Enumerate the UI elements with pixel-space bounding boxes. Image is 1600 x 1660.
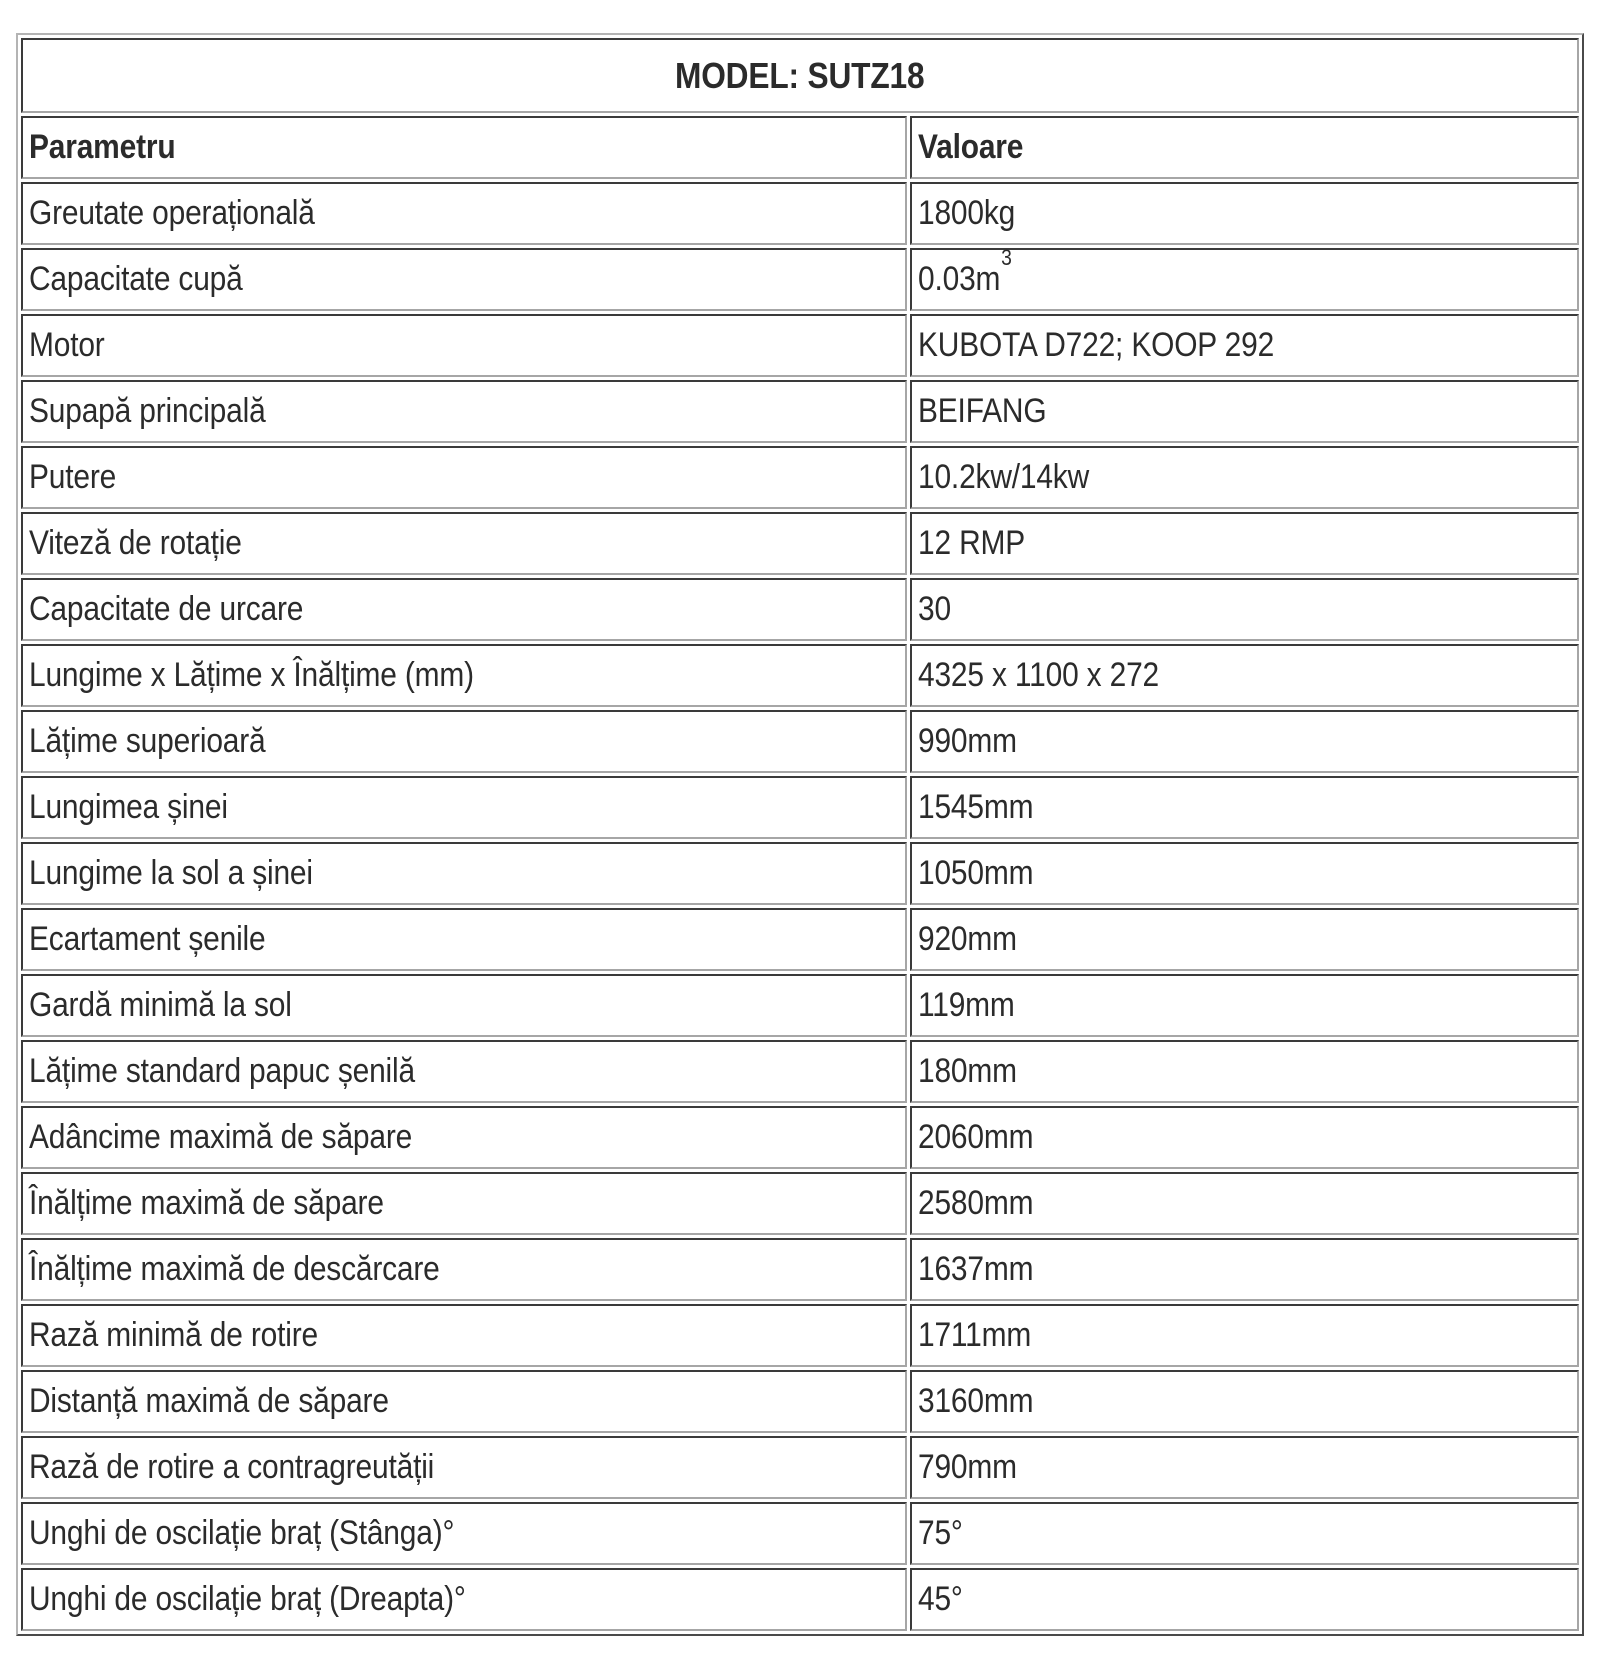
param-cell xyxy=(21,1370,907,1433)
value-cell xyxy=(910,1370,1579,1433)
param-cell xyxy=(21,1502,907,1565)
param-text: Lungimea șinei xyxy=(29,788,228,826)
header-row xyxy=(21,116,1579,179)
value-cell xyxy=(910,974,1579,1037)
param-cell xyxy=(21,248,907,311)
value-superscript: 3 xyxy=(1001,244,1013,270)
value-text: 180mm xyxy=(918,1052,1018,1090)
value-text: $0.03m^3$ xyxy=(918,244,1013,298)
value-cell xyxy=(910,446,1579,509)
param-text: Capacitate de urcare xyxy=(29,590,304,628)
value-cell xyxy=(910,1436,1579,1499)
value-cell xyxy=(910,710,1579,773)
value-cell xyxy=(910,244,1579,311)
param-cell xyxy=(21,842,907,905)
table-row xyxy=(21,512,1579,575)
value-text: 4325 x 1100 x 272 xyxy=(918,656,1160,694)
param-text: Adâncime maximă de săpare xyxy=(29,1118,413,1156)
param-text: Rază minimă de rotire xyxy=(29,1316,318,1354)
param-cell xyxy=(21,1040,907,1103)
value-text: BEIFANG xyxy=(918,392,1047,430)
param-text: Viteză de rotație xyxy=(29,524,242,562)
spec-table-body xyxy=(21,182,1579,1631)
param-cell xyxy=(21,182,907,245)
param-text: Putere xyxy=(29,458,117,496)
param-cell xyxy=(21,1106,907,1169)
value-cell xyxy=(910,1172,1579,1235)
value-cell xyxy=(910,578,1579,641)
value-text: 30 xyxy=(918,590,952,628)
value-text: 1711mm xyxy=(918,1316,1032,1354)
value-text: 10.2kw/14kw xyxy=(918,458,1090,496)
param-cell xyxy=(21,776,907,839)
table-row xyxy=(21,974,1579,1037)
value-text: 1800kg xyxy=(918,194,1016,232)
table-row xyxy=(21,578,1579,641)
table-row xyxy=(21,182,1579,245)
value-cell xyxy=(910,1040,1579,1103)
param-text: Motor xyxy=(29,326,105,364)
value-text: 3160mm xyxy=(918,1382,1034,1420)
column-header-parametru: Parametru xyxy=(21,116,907,179)
param-cell xyxy=(21,1304,907,1367)
column-header-valoare: Valoare xyxy=(910,116,1579,179)
table-title-text: MODEL: SUTZ18 xyxy=(675,55,925,96)
value-cell xyxy=(910,1106,1579,1169)
value-text: 12 RMP xyxy=(918,524,1026,562)
value-text: 2580mm xyxy=(918,1184,1034,1222)
table-row xyxy=(21,710,1579,773)
value-cell xyxy=(910,182,1579,245)
param-cell xyxy=(21,446,907,509)
param-cell xyxy=(21,512,907,575)
value-cell xyxy=(910,512,1579,575)
param-cell xyxy=(21,314,907,377)
param-text: Unghi de oscilație braț (Dreapta)° xyxy=(29,1580,466,1618)
table-row xyxy=(21,248,1579,311)
value-cell xyxy=(910,1568,1579,1631)
table-row xyxy=(21,314,1579,377)
param-text: Gardă minimă la sol xyxy=(29,986,292,1024)
table-row xyxy=(21,1436,1579,1499)
value-text: 2060mm xyxy=(918,1118,1034,1156)
value-cell xyxy=(910,380,1579,443)
table-row xyxy=(21,1304,1579,1367)
value-cell xyxy=(910,842,1579,905)
param-text: Lungime la sol a șinei xyxy=(29,854,313,892)
value-text: 1545mm xyxy=(918,788,1034,826)
spec-table xyxy=(16,33,1584,1636)
value-cell xyxy=(910,1502,1579,1565)
param-text: Capacitate cupă xyxy=(29,260,243,298)
param-cell xyxy=(21,1568,907,1631)
table-row xyxy=(21,644,1579,707)
param-text: Lățime standard papuc șenilă xyxy=(29,1052,415,1090)
table-row xyxy=(21,446,1579,509)
table-title xyxy=(21,38,1579,113)
param-text: Înălțime maximă de săpare xyxy=(29,1184,384,1222)
table-row xyxy=(21,1040,1579,1103)
table-row xyxy=(21,1568,1579,1631)
table-row xyxy=(21,1172,1579,1235)
table-row xyxy=(21,842,1579,905)
value-text: 45° xyxy=(918,1580,964,1618)
table-row xyxy=(21,908,1579,971)
table-row xyxy=(21,1238,1579,1301)
param-text: Supapă principală xyxy=(29,392,266,430)
param-cell xyxy=(21,710,907,773)
param-text: Rază de rotire a contragreutății xyxy=(29,1448,435,1486)
value-text: KUBOTA D722; KOOP 292 xyxy=(918,326,1275,364)
param-cell xyxy=(21,1436,907,1499)
table-row xyxy=(21,1370,1579,1433)
param-text: Lungime x Lățime x Înălțime (mm) xyxy=(29,656,474,694)
param-cell xyxy=(21,578,907,641)
param-cell xyxy=(21,1172,907,1235)
param-text: Ecartament șenile xyxy=(29,920,266,958)
value-cell xyxy=(910,314,1579,377)
title-row xyxy=(21,38,1579,113)
table-row xyxy=(21,380,1579,443)
table-row xyxy=(21,1106,1579,1169)
value-text: 1637mm xyxy=(918,1250,1034,1288)
param-cell xyxy=(21,644,907,707)
param-text: Greutate operațională xyxy=(29,194,315,232)
value-text: 1050mm xyxy=(918,854,1034,892)
value-cell xyxy=(910,776,1579,839)
value-text: 920mm xyxy=(918,920,1018,958)
param-text: Înălțime maximă de descărcare xyxy=(29,1250,440,1288)
table-row xyxy=(21,1502,1579,1565)
value-cell xyxy=(910,644,1579,707)
value-text: 990mm xyxy=(918,722,1018,760)
param-cell xyxy=(21,908,907,971)
param-text: Unghi de oscilație braț (Stânga)° xyxy=(29,1514,455,1552)
value-cell xyxy=(910,908,1579,971)
param-cell xyxy=(21,1238,907,1301)
value-text: 75° xyxy=(918,1514,964,1552)
value-cell xyxy=(910,1304,1579,1367)
value-text: 790mm xyxy=(918,1448,1018,1486)
param-cell xyxy=(21,974,907,1037)
param-text: Lățime superioară xyxy=(29,722,266,760)
value-cell xyxy=(910,1238,1579,1301)
param-cell xyxy=(21,380,907,443)
table-row xyxy=(21,776,1579,839)
value-text: 119mm xyxy=(918,986,1016,1024)
param-text: Distanță maximă de săpare xyxy=(29,1382,389,1420)
